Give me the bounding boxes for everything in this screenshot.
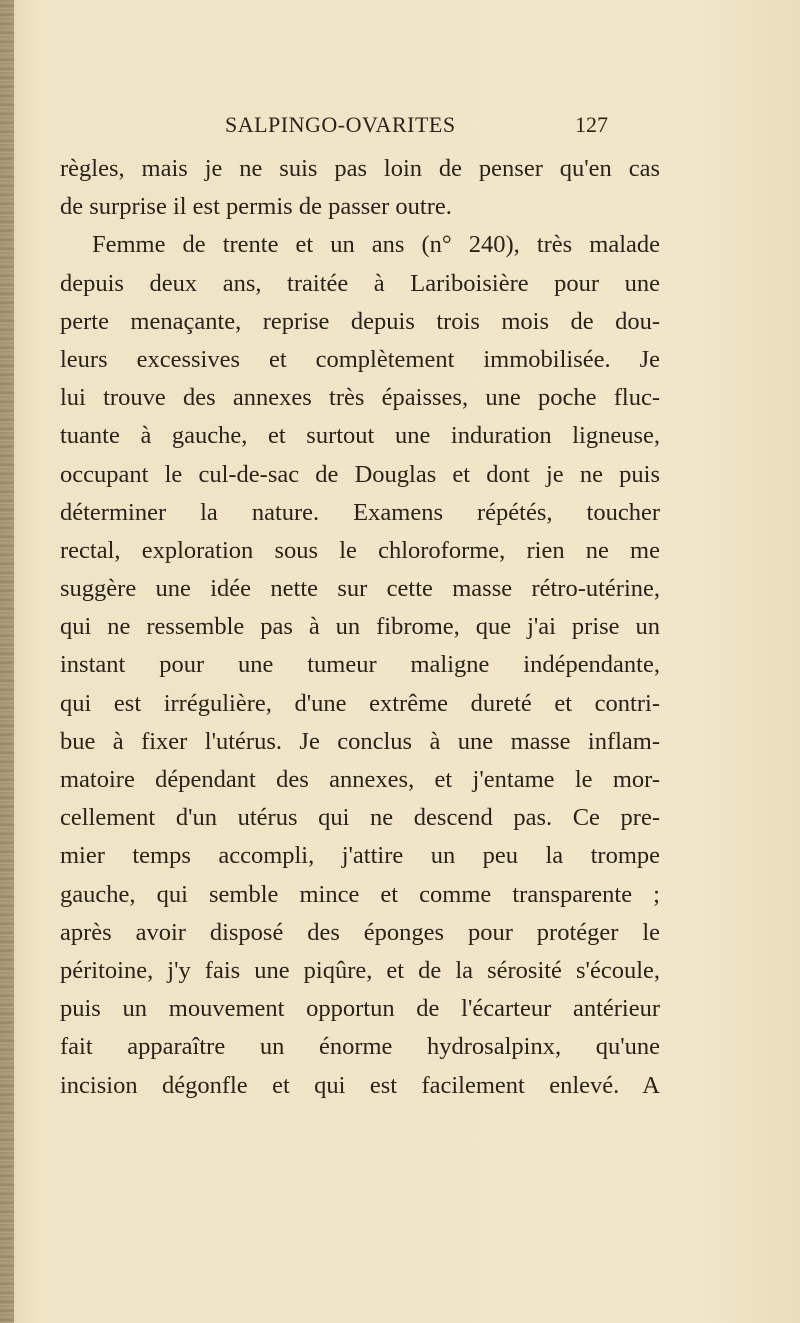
text-line: de surprise il est permis de passer outre. bbox=[60, 193, 452, 221]
text-line: mier temps accompli, j'attire un peu la trompe bbox=[60, 842, 660, 870]
text-line: cellement d'un utérus qui ne descend pas. Ce pre- bbox=[60, 804, 660, 832]
text-line: occupant le cul-de-sac de Douglas et dont je ne puis bbox=[60, 460, 660, 488]
text-line: règles, mais je ne suis pas loin de penser qu'en cas bbox=[60, 155, 660, 182]
text-line: perte menaçante, reprise depuis trois mois de dou- bbox=[60, 307, 660, 335]
text-line: incision dégonfle et qui est facilement enlevé. A bbox=[60, 1071, 660, 1099]
text-line: bue à fixer l'utérus. Je conclus à une masse inflam- bbox=[60, 727, 660, 755]
text-line: rectal, exploration sous le chloroforme, rien ne me bbox=[60, 536, 660, 564]
body-text bbox=[60, 150, 660, 1105]
text-line: après avoir disposé des éponges pour protéger le bbox=[60, 918, 660, 946]
page-gutter bbox=[0, 0, 14, 1323]
text-line: fait apparaître un énorme hydrosalpinx, qu'une bbox=[60, 1033, 660, 1061]
text-line: tuante à gauche, et surtout une induration ligneuse, bbox=[60, 422, 660, 450]
text-line: puis un mouvement opportun de l'écarteur antérieur bbox=[60, 995, 660, 1023]
text-line: qui est irrégulière, d'une extrême dureté et contri- bbox=[60, 689, 660, 717]
text-line: depuis deux ans, traitée à Lariboisière pour une bbox=[60, 269, 660, 297]
text-line: instant pour une tumeur maligne indépendante, bbox=[60, 651, 660, 679]
text-line: lui trouve des annexes très épaisses, une poche fluc- bbox=[60, 384, 660, 412]
running-title: SALPINGO-OVARITES bbox=[225, 112, 456, 137]
page-number: 127 bbox=[575, 112, 608, 137]
text-line: matoire dépendant des annexes, et j'entame le mor- bbox=[60, 766, 660, 793]
text-line: gauche, qui semble mince et comme transparente ; bbox=[60, 880, 660, 908]
text-line: qui ne ressemble pas à un fibrome, que j'ai prise un bbox=[60, 613, 660, 641]
text-line: péritoine, j'y fais une piqûre, et de la sérosité s'écoule, bbox=[60, 956, 660, 984]
text-line: suggère une idée nette sur cette masse rétro-utérine, bbox=[60, 575, 660, 603]
page-header bbox=[225, 112, 625, 142]
text-line: Femme de trente et un ans (n° 240), très malade bbox=[92, 231, 660, 259]
text-line: leurs excessives et complètement immobilisée. Je bbox=[60, 345, 660, 373]
text-line: déterminer la nature. Examens répétés, toucher bbox=[60, 498, 660, 526]
